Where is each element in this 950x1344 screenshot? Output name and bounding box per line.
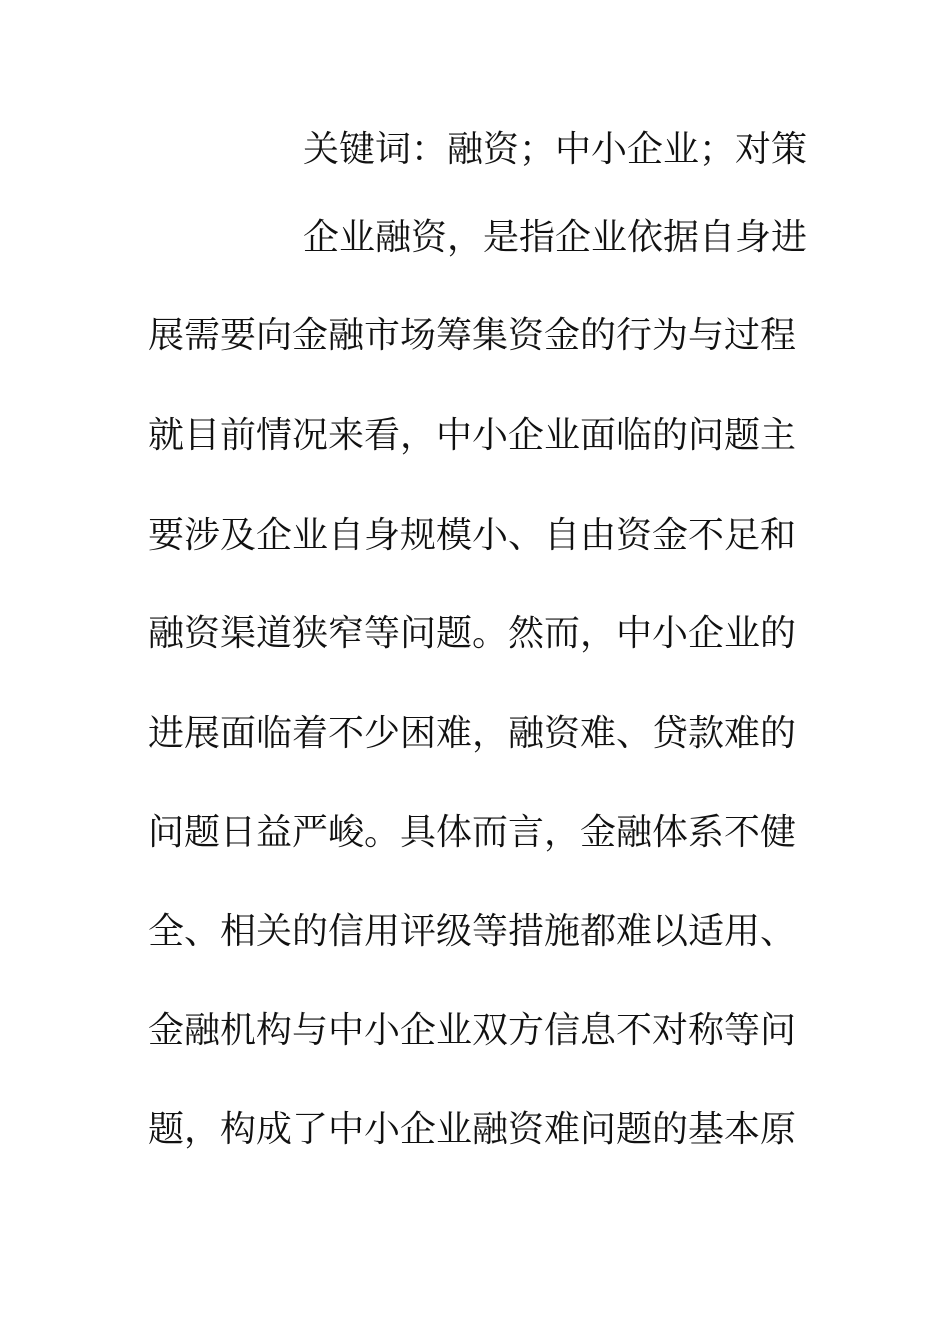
paragraph-line: 题，构成了中小企业融资难问题的基本原 [148,1109,797,1150]
paragraph-line: 问题日益严峻。具体而言，金融体系不健 [148,812,797,853]
paragraph-line: 金融机构与中小企业双方信息不对称等问 [148,1010,797,1051]
paragraph-line: 全、相关的信用评级等措施都难以适用、 [148,911,797,952]
paragraph-line: 融资渠道狭窄等问题。然而，中小企业的 [148,613,797,654]
paragraph-line: 展需要向金融市场筹集资金的行为与过程 [148,315,797,356]
paragraph-line: 企业融资，是指企业依据自身进 [303,217,808,258]
paragraph-line: 进展面临着不少困难，融资难、贷款难的 [148,713,797,754]
keywords-line: 关键词：融资；中小企业；对策 [303,129,808,170]
paragraph-line: 就目前情况来看，中小企业面临的问题主 [148,415,797,456]
paragraph-line: 要涉及企业自身规模小、自由资金不足和 [148,515,797,556]
